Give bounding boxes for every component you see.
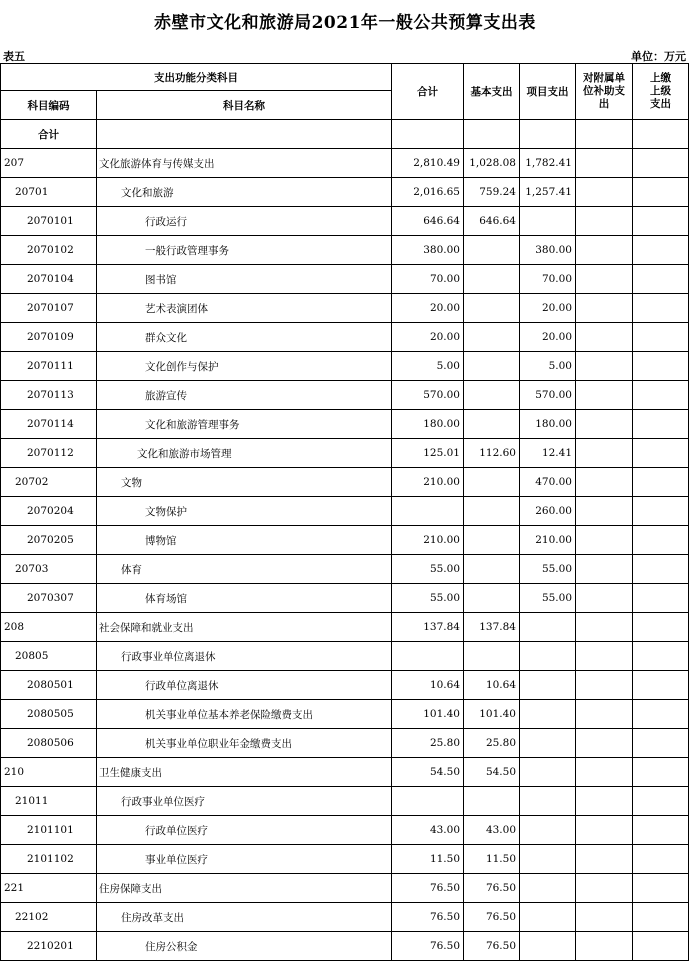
basic-amount-cell: 1,028.08 [464, 149, 520, 178]
basic-amount-cell [464, 265, 520, 294]
total-amount-cell: 646.64 [392, 207, 464, 236]
subject-code-cell: 2080501 [1, 671, 97, 700]
upper-amount-cell [633, 758, 689, 787]
total-amount-cell: 70.00 [392, 265, 464, 294]
project-amount-cell: 55.00 [520, 555, 576, 584]
subject-name-cell: 行政事业单位医疗 [97, 787, 392, 816]
project-amount-cell: 1,782.41 [520, 149, 576, 178]
subject-code-cell: 2070204 [1, 497, 97, 526]
header-name: 科目名称 [97, 91, 392, 120]
upper-amount-cell [633, 410, 689, 439]
subject-code-cell: 20703 [1, 555, 97, 584]
table-row [1, 700, 689, 729]
table-row [1, 642, 689, 671]
total-amount-cell: 125.01 [392, 439, 464, 468]
subject-name-cell: 事业单位医疗 [97, 845, 392, 874]
total-amount-cell: 76.50 [392, 932, 464, 961]
basic-amount-cell: 54.50 [464, 758, 520, 787]
page-title: 赤壁市文化和旅游局2021年一般公共预算支出表 [154, 13, 536, 33]
subject-name-cell: 文物 [97, 468, 392, 497]
subject-code-cell: 20701 [1, 178, 97, 207]
budget-table [0, 63, 689, 961]
subject-name-cell: 住房改革支出 [97, 903, 392, 932]
project-amount-cell [520, 816, 576, 845]
upper-amount-cell [633, 642, 689, 671]
upper-amount-cell [633, 323, 689, 352]
project-amount-cell [520, 932, 576, 961]
total-amount-cell: 43.00 [392, 816, 464, 845]
subject-name-cell: 住房公积金 [97, 932, 392, 961]
project-amount-cell: 20.00 [520, 323, 576, 352]
total-amount-cell: 76.50 [392, 874, 464, 903]
header-upper: 上缴上级支出 [633, 64, 689, 120]
subject-code-cell: 221 [1, 874, 97, 903]
subsidy-amount-cell [576, 381, 633, 410]
basic-amount-cell [464, 555, 520, 584]
subject-name-cell: 艺术表演团体 [97, 294, 392, 323]
table-row [1, 787, 689, 816]
project-amount-cell [520, 903, 576, 932]
table-body [1, 120, 689, 961]
total-amount-cell: 101.40 [392, 700, 464, 729]
header-project: 项目支出 [520, 64, 576, 120]
subsidy-amount-cell [576, 845, 633, 874]
basic-amount-cell: 759.24 [464, 178, 520, 207]
subject-code-cell: 20702 [1, 468, 97, 497]
subject-name-cell: 文化旅游体育与传媒支出 [97, 149, 392, 178]
project-amount-cell: 210.00 [520, 526, 576, 555]
subject-code-cell: 2070104 [1, 265, 97, 294]
subject-name-cell: 文物保护 [97, 497, 392, 526]
total-amount-cell [392, 642, 464, 671]
subject-code-cell: 208 [1, 613, 97, 642]
basic-amount-cell: 11.50 [464, 845, 520, 874]
basic-amount-cell: 101.40 [464, 700, 520, 729]
project-amount-cell [520, 729, 576, 758]
basic-amount-cell: 137.84 [464, 613, 520, 642]
table-row [1, 236, 689, 265]
basic-amount-cell [464, 294, 520, 323]
upper-amount-cell [633, 294, 689, 323]
total-amount-cell: 11.50 [392, 845, 464, 874]
total-amount-cell: 2,016.65 [392, 178, 464, 207]
table-row [1, 874, 689, 903]
project-amount-cell: 470.00 [520, 468, 576, 497]
header-subsidy: 对附属单位补助支出 [576, 64, 633, 120]
project-amount-cell [520, 671, 576, 700]
table-row [1, 149, 689, 178]
subsidy-amount-cell [576, 526, 633, 555]
subject-code-cell: 2101101 [1, 816, 97, 845]
total-total-cell [392, 120, 464, 149]
upper-amount-cell [633, 787, 689, 816]
total-basic-cell [464, 120, 520, 149]
subject-code-cell: 2080506 [1, 729, 97, 758]
subsidy-amount-cell [576, 874, 633, 903]
project-amount-cell: 1,257.41 [520, 178, 576, 207]
upper-amount-cell [633, 584, 689, 613]
basic-amount-cell [464, 236, 520, 265]
subject-name-cell: 图书馆 [97, 265, 392, 294]
basic-amount-cell: 43.00 [464, 816, 520, 845]
project-amount-cell: 20.00 [520, 294, 576, 323]
basic-amount-cell [464, 352, 520, 381]
upper-amount-cell [633, 468, 689, 497]
table-row [1, 932, 689, 961]
basic-amount-cell: 10.64 [464, 671, 520, 700]
basic-amount-cell [464, 584, 520, 613]
subsidy-amount-cell [576, 700, 633, 729]
table-row [1, 381, 689, 410]
subject-name-cell: 行政运行 [97, 207, 392, 236]
basic-amount-cell [464, 323, 520, 352]
upper-amount-cell [633, 700, 689, 729]
basic-amount-cell [464, 526, 520, 555]
subject-code-cell: 2070114 [1, 410, 97, 439]
subsidy-amount-cell [576, 497, 633, 526]
project-amount-cell [520, 642, 576, 671]
upper-amount-cell [633, 729, 689, 758]
subject-name-cell: 博物馆 [97, 526, 392, 555]
upper-amount-cell [633, 555, 689, 584]
basic-amount-cell [464, 468, 520, 497]
table-row [1, 352, 689, 381]
subsidy-amount-cell [576, 816, 633, 845]
upper-amount-cell [633, 903, 689, 932]
subsidy-amount-cell [576, 410, 633, 439]
subject-code-cell: 20805 [1, 642, 97, 671]
table-row [1, 758, 689, 787]
project-amount-cell: 55.00 [520, 584, 576, 613]
subsidy-amount-cell [576, 323, 633, 352]
table-row [1, 439, 689, 468]
table-row [1, 294, 689, 323]
table-header [1, 64, 689, 120]
total-amount-cell: 20.00 [392, 323, 464, 352]
project-amount-cell: 380.00 [520, 236, 576, 265]
basic-amount-cell: 76.50 [464, 903, 520, 932]
project-amount-cell: 570.00 [520, 381, 576, 410]
table-row [1, 903, 689, 932]
subsidy-amount-cell [576, 729, 633, 758]
table-row [1, 729, 689, 758]
total-amount-cell [392, 497, 464, 526]
project-amount-cell [520, 758, 576, 787]
basic-amount-cell: 76.50 [464, 932, 520, 961]
subsidy-amount-cell [576, 584, 633, 613]
upper-amount-cell [633, 845, 689, 874]
table-row [1, 671, 689, 700]
subject-name-cell: 行政单位离退休 [97, 671, 392, 700]
upper-amount-cell [633, 352, 689, 381]
subject-name-cell: 文化和旅游市场管理 [97, 439, 392, 468]
header-code: 科目编码 [1, 91, 97, 120]
basic-amount-cell [464, 410, 520, 439]
subject-code-cell: 207 [1, 149, 97, 178]
subject-name-cell: 机关事业单位职业年金缴费支出 [97, 729, 392, 758]
basic-amount-cell: 25.80 [464, 729, 520, 758]
table-row [1, 497, 689, 526]
header-func-class: 支出功能分类科目 [1, 64, 392, 91]
total-amount-cell: 55.00 [392, 584, 464, 613]
table-row [1, 555, 689, 584]
subject-code-cell: 2070111 [1, 352, 97, 381]
subject-code-cell: 2070205 [1, 526, 97, 555]
header-total: 合计 [392, 64, 464, 120]
table-row [1, 584, 689, 613]
subject-code-cell: 21011 [1, 787, 97, 816]
upper-amount-cell [633, 178, 689, 207]
table-row [1, 178, 689, 207]
subject-code-cell: 2070102 [1, 236, 97, 265]
total-subsidy-cell [576, 120, 633, 149]
upper-amount-cell [633, 381, 689, 410]
subsidy-amount-cell [576, 671, 633, 700]
total-amount-cell: 25.80 [392, 729, 464, 758]
basic-amount-cell [464, 642, 520, 671]
total-amount-cell: 180.00 [392, 410, 464, 439]
subsidy-amount-cell [576, 903, 633, 932]
upper-amount-cell [633, 207, 689, 236]
subject-name-cell: 社会保障和就业支出 [97, 613, 392, 642]
subject-code-cell: 2070307 [1, 584, 97, 613]
total-amount-cell: 76.50 [392, 903, 464, 932]
project-amount-cell [520, 700, 576, 729]
basic-amount-cell [464, 381, 520, 410]
subject-code-cell: 2210201 [1, 932, 97, 961]
table-row [1, 613, 689, 642]
subsidy-amount-cell [576, 642, 633, 671]
upper-amount-cell [633, 932, 689, 961]
total-name-cell [97, 120, 392, 149]
subject-code-cell: 2070101 [1, 207, 97, 236]
header-basic: 基本支出 [464, 64, 520, 120]
project-amount-cell: 70.00 [520, 265, 576, 294]
total-amount-cell: 137.84 [392, 613, 464, 642]
project-amount-cell: 260.00 [520, 497, 576, 526]
subject-code-cell: 2080505 [1, 700, 97, 729]
table-row [1, 410, 689, 439]
subsidy-amount-cell [576, 787, 633, 816]
subject-code-cell: 2101102 [1, 845, 97, 874]
subject-name-cell: 住房保障支出 [97, 874, 392, 903]
subject-name-cell: 行政事业单位离退休 [97, 642, 392, 671]
table-row [1, 265, 689, 294]
upper-amount-cell [633, 874, 689, 903]
subject-name-cell: 行政单位医疗 [97, 816, 392, 845]
subsidy-amount-cell [576, 178, 633, 207]
total-amount-cell: 2,810.49 [392, 149, 464, 178]
upper-amount-cell [633, 236, 689, 265]
subsidy-amount-cell [576, 758, 633, 787]
total-amount-cell: 20.00 [392, 294, 464, 323]
project-amount-cell: 5.00 [520, 352, 576, 381]
subject-name-cell: 体育 [97, 555, 392, 584]
subsidy-amount-cell [576, 352, 633, 381]
subsidy-amount-cell [576, 294, 633, 323]
basic-amount-cell: 76.50 [464, 874, 520, 903]
subject-name-cell: 一般行政管理事务 [97, 236, 392, 265]
table-row [1, 207, 689, 236]
subsidy-amount-cell [576, 468, 633, 497]
subject-name-cell: 文化和旅游 [97, 178, 392, 207]
subject-name-cell: 机关事业单位基本养老保险缴费支出 [97, 700, 392, 729]
basic-amount-cell: 646.64 [464, 207, 520, 236]
total-label: 合计 [1, 120, 97, 149]
total-amount-cell: 5.00 [392, 352, 464, 381]
subject-code-cell: 2070113 [1, 381, 97, 410]
subsidy-amount-cell [576, 207, 633, 236]
subject-code-cell: 2070107 [1, 294, 97, 323]
subsidy-amount-cell [576, 236, 633, 265]
subject-code-cell: 2070109 [1, 323, 97, 352]
project-amount-cell [520, 845, 576, 874]
total-upper-cell [633, 120, 689, 149]
subsidy-amount-cell [576, 439, 633, 468]
total-amount-cell: 55.00 [392, 555, 464, 584]
total-amount-cell: 54.50 [392, 758, 464, 787]
project-amount-cell [520, 207, 576, 236]
total-amount-cell: 210.00 [392, 526, 464, 555]
project-amount-cell [520, 613, 576, 642]
table-row [1, 323, 689, 352]
total-row [1, 120, 689, 149]
total-amount-cell: 570.00 [392, 381, 464, 410]
total-amount-cell: 210.00 [392, 468, 464, 497]
project-amount-cell [520, 787, 576, 816]
project-amount-cell [520, 874, 576, 903]
subsidy-amount-cell [576, 555, 633, 584]
subsidy-amount-cell [576, 265, 633, 294]
total-amount-cell: 10.64 [392, 671, 464, 700]
total-project-cell [520, 120, 576, 149]
basic-amount-cell [464, 497, 520, 526]
upper-amount-cell [633, 613, 689, 642]
unit-label: 单位：万元 [631, 50, 686, 63]
subject-name-cell: 旅游宣传 [97, 381, 392, 410]
basic-amount-cell [464, 787, 520, 816]
subsidy-amount-cell [576, 932, 633, 961]
upper-amount-cell [633, 439, 689, 468]
total-amount-cell [392, 787, 464, 816]
project-amount-cell: 12.41 [520, 439, 576, 468]
table-row [1, 468, 689, 497]
subject-name-cell: 体育场馆 [97, 584, 392, 613]
upper-amount-cell [633, 497, 689, 526]
upper-amount-cell [633, 265, 689, 294]
subject-name-cell: 卫生健康支出 [97, 758, 392, 787]
subject-code-cell: 2070112 [1, 439, 97, 468]
subject-name-cell: 文化和旅游管理事务 [97, 410, 392, 439]
table-number: 表五 [3, 50, 25, 63]
upper-amount-cell [633, 816, 689, 845]
subject-code-cell: 22102 [1, 903, 97, 932]
table-row [1, 526, 689, 555]
upper-amount-cell [633, 671, 689, 700]
subsidy-amount-cell [576, 149, 633, 178]
subject-code-cell: 210 [1, 758, 97, 787]
upper-amount-cell [633, 526, 689, 555]
total-amount-cell: 380.00 [392, 236, 464, 265]
subsidy-amount-cell [576, 613, 633, 642]
basic-amount-cell: 112.60 [464, 439, 520, 468]
table-row [1, 816, 689, 845]
subject-name-cell: 群众文化 [97, 323, 392, 352]
project-amount-cell: 180.00 [520, 410, 576, 439]
subject-name-cell: 文化创作与保护 [97, 352, 392, 381]
table-row [1, 845, 689, 874]
upper-amount-cell [633, 149, 689, 178]
